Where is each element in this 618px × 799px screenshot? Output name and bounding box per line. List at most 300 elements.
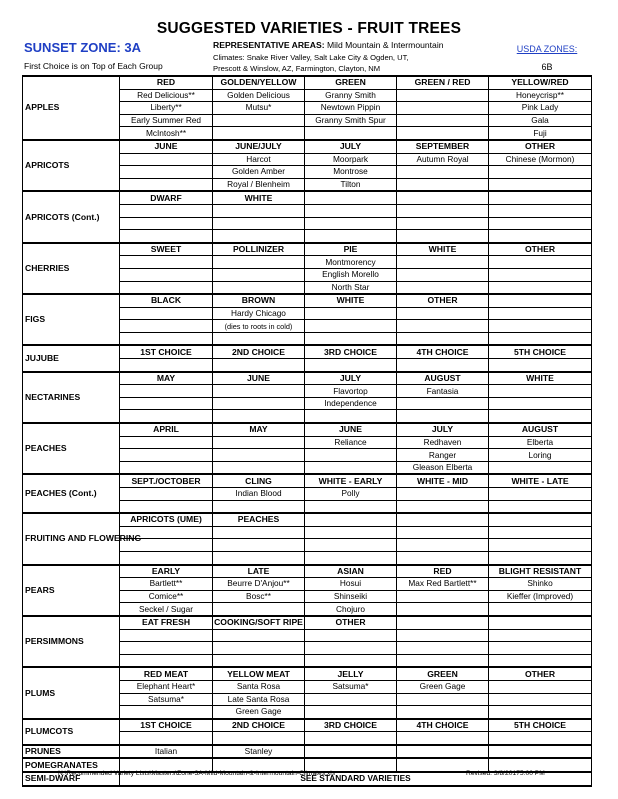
crop-name: PEACHES (Cont.) — [23, 474, 120, 513]
column-header: OTHER — [305, 616, 397, 629]
variety-cell: Redhaven — [397, 436, 489, 449]
variety-cell — [397, 732, 489, 745]
group-header-row — [23, 513, 592, 526]
column-header: PIE — [305, 243, 397, 256]
variety-cell: Shinko — [489, 578, 592, 591]
variety-cell — [120, 654, 213, 667]
variety-cell — [213, 654, 305, 667]
column-header: GREEN — [397, 667, 489, 680]
variety-cell — [305, 320, 397, 333]
variety-cell: Red Delicious** — [120, 89, 213, 102]
variety-cell: Fantasia — [397, 385, 489, 398]
variety-cell — [397, 693, 489, 706]
variety-cell: English Morello — [305, 268, 397, 281]
column-header: JULY — [305, 372, 397, 385]
column-header: 3RD CHOICE — [305, 345, 397, 358]
column-header: 2ND CHOICE — [213, 345, 305, 358]
variety-cell — [489, 204, 592, 217]
column-header: ASIAN — [305, 565, 397, 578]
variety-cell — [397, 539, 489, 552]
column-header: COOKING/SOFT RIPE — [214, 617, 303, 628]
first-choice-note: First Choice is on Top of Each Group — [24, 61, 163, 71]
variety-cell — [489, 693, 592, 706]
column-header: GREEN / RED — [397, 76, 489, 89]
variety-cell — [397, 127, 489, 140]
variety-cell: Kieffer (Improved) — [489, 590, 592, 603]
crop-name: FIGS — [23, 294, 120, 345]
variety-cell — [489, 654, 592, 667]
variety-cell: Pink Lady — [489, 102, 592, 115]
variety-cell: Moorpark — [305, 153, 397, 166]
group-header-row — [23, 191, 592, 204]
variety-cell — [305, 230, 397, 243]
column-header — [397, 513, 489, 526]
variety-cell — [213, 332, 305, 345]
rep-areas-label: REPRESENTATIVE AREAS: — [213, 40, 325, 50]
variety-cell — [213, 204, 305, 217]
column-header: GOLDEN/YELLOW — [213, 76, 305, 89]
variety-cell — [489, 256, 592, 269]
group-header-row — [23, 345, 592, 358]
crop-name: PERSIMMONS — [23, 616, 120, 667]
column-header: JELLY — [305, 667, 397, 680]
variety-cell — [489, 526, 592, 539]
variety-cell — [213, 551, 305, 564]
column-header: EAT FRESH — [120, 616, 213, 629]
variety-cell: Flavortop — [305, 385, 397, 398]
variety-cell — [305, 332, 397, 345]
variety-cell: Elephant Heart* — [120, 680, 213, 693]
variety-cell: Newtown Pippin — [305, 102, 397, 115]
column-header: JULY — [305, 140, 397, 153]
variety-cell — [213, 526, 305, 539]
varieties-table — [22, 75, 592, 787]
column-header — [305, 513, 397, 526]
variety-cell — [213, 410, 305, 423]
variety-cell: Hosui — [305, 578, 397, 591]
variety-cell: Italian — [120, 745, 213, 759]
table-row — [23, 745, 592, 759]
variety-cell — [305, 500, 397, 513]
variety-cell — [120, 436, 213, 449]
variety-cell: Royal / Blenheim — [213, 178, 305, 191]
variety-cell — [305, 642, 397, 655]
variety-cell — [397, 629, 489, 642]
variety-cell — [489, 539, 592, 552]
variety-cell — [397, 204, 489, 217]
column-header: YELLOW/RED — [489, 76, 592, 89]
usda-zone-value: 6B — [541, 62, 553, 72]
variety-cell: Ranger — [397, 449, 489, 462]
column-header: APRIL — [120, 423, 213, 436]
column-header: WHITE — [489, 372, 592, 385]
variety-cell — [213, 268, 305, 281]
column-header: JUNE/JULY — [213, 140, 305, 153]
variety-cell — [305, 204, 397, 217]
variety-cell — [120, 268, 213, 281]
variety-cell: Seckel / Sugar — [120, 603, 213, 616]
variety-cell — [397, 320, 489, 333]
variety-cell — [397, 551, 489, 564]
column-header: LATE — [213, 565, 305, 578]
variety-cell — [120, 256, 213, 269]
crop-name: PLUMS — [23, 667, 120, 718]
column-header: AUGUST — [489, 423, 592, 436]
crop-name: APRICOTS — [23, 140, 120, 191]
column-header: WHITE - MID — [397, 474, 489, 487]
variety-cell — [305, 217, 397, 230]
column-header: OTHER — [489, 667, 592, 680]
variety-cell — [120, 706, 213, 719]
crop-name: PLUMCOTS — [23, 719, 120, 745]
variety-cell: Santa Rosa — [213, 680, 305, 693]
column-header: SEPTEMBER — [397, 140, 489, 153]
column-header: YELLOW MEAT — [213, 667, 305, 680]
variety-cell: Loring — [489, 449, 592, 462]
variety-cell: Montmorency — [305, 256, 397, 269]
variety-cell: Shinseiki — [305, 590, 397, 603]
variety-cell — [489, 178, 592, 191]
column-header: SEPT./OCTOBER — [120, 474, 213, 487]
variety-cell — [305, 526, 397, 539]
group-header-row — [23, 140, 592, 153]
variety-cell — [489, 307, 592, 320]
column-header: AUGUST — [397, 372, 489, 385]
column-header: 1ST CHOICE — [120, 719, 213, 732]
variety-cell — [397, 166, 489, 179]
variety-cell — [489, 281, 592, 294]
column-header: SWEET — [120, 243, 213, 256]
variety-cell — [120, 320, 213, 333]
variety-cell: Autumn Royal — [397, 153, 489, 166]
variety-cell — [397, 114, 489, 127]
variety-cell — [489, 629, 592, 642]
crop-name: NECTARINES — [23, 372, 120, 423]
variety-cell — [120, 217, 213, 230]
column-header: 5TH CHOICE — [489, 345, 592, 358]
variety-cell: Satsuma* — [305, 680, 397, 693]
variety-cell: Chojuro — [305, 603, 397, 616]
variety-cell — [489, 461, 592, 474]
variety-cell — [120, 332, 213, 345]
variety-cell: (dies to roots in cold) — [213, 320, 305, 333]
variety-cell — [305, 410, 397, 423]
group-header-row — [23, 565, 592, 578]
variety-cell — [305, 654, 397, 667]
variety-cell — [489, 332, 592, 345]
variety-cell: Gleason Elberta — [397, 461, 489, 474]
column-header: 4TH CHOICE — [397, 719, 489, 732]
group-header-row — [23, 243, 592, 256]
variety-cell: Max Red Bartlett** — [397, 578, 489, 591]
variety-cell — [213, 281, 305, 294]
variety-cell — [489, 642, 592, 655]
variety-cell: Honeycrisp** — [489, 89, 592, 102]
column-header: JUNE — [305, 423, 397, 436]
variety-cell — [213, 127, 305, 140]
variety-cell — [120, 551, 213, 564]
variety-cell — [397, 89, 489, 102]
variety-cell: Harcot — [213, 153, 305, 166]
variety-cell — [305, 461, 397, 474]
column-header: CLING — [213, 474, 305, 487]
column-header: 5TH CHOICE — [489, 719, 592, 732]
variety-cell — [397, 654, 489, 667]
crop-name: PEARS — [23, 565, 120, 616]
column-header: 4TH CHOICE — [397, 345, 489, 358]
variety-cell — [120, 178, 213, 191]
column-header: 1ST CHOICE — [120, 345, 213, 358]
variety-cell — [397, 410, 489, 423]
variety-cell — [120, 281, 213, 294]
variety-cell: Independence — [305, 397, 397, 410]
column-header: MAY — [213, 423, 305, 436]
crop-name: SEMI-DWARF — [23, 772, 120, 786]
variety-cell — [120, 642, 213, 655]
variety-cell — [120, 410, 213, 423]
variety-cell — [120, 449, 213, 462]
variety-cell — [305, 449, 397, 462]
variety-cell — [305, 359, 397, 372]
variety-cell — [305, 127, 397, 140]
column-header: RED MEAT — [120, 667, 213, 680]
variety-cell — [397, 642, 489, 655]
variety-cell — [397, 281, 489, 294]
variety-cell — [213, 500, 305, 513]
variety-cell — [397, 603, 489, 616]
column-header: WHITE - LATE — [489, 474, 592, 487]
variety-cell — [489, 166, 592, 179]
crop-name: PRUNES — [23, 745, 120, 759]
climates-line-2: Prescott & Winslow, AZ, Farmington, Clayton, NM — [213, 64, 381, 73]
variety-cell — [120, 732, 213, 745]
column-header: WHITE — [397, 243, 489, 256]
variety-cell: Indian Blood — [213, 488, 305, 501]
variety-cell: Late Santa Rosa — [213, 693, 305, 706]
variety-cell: Bartlett** — [120, 578, 213, 591]
column-header: JUNE — [213, 372, 305, 385]
variety-cell — [213, 436, 305, 449]
group-header-row — [23, 76, 592, 89]
variety-cell: Green Gage — [397, 680, 489, 693]
variety-cell — [397, 488, 489, 501]
semi-dwarf-note: SEE STANDARD VARIETIES — [120, 772, 592, 786]
variety-cell — [120, 488, 213, 501]
variety-cell: Elberta — [489, 436, 592, 449]
column-header: PEACHES — [213, 513, 305, 526]
variety-cell — [120, 385, 213, 398]
variety-cell — [120, 307, 213, 320]
variety-cell: Reliance — [305, 436, 397, 449]
variety-cell: Stanley — [213, 745, 305, 759]
crop-name: JUJUBE — [23, 345, 120, 371]
column-header: RED — [397, 565, 489, 578]
column-header: OTHER — [489, 243, 592, 256]
variety-cell — [213, 397, 305, 410]
variety-cell — [489, 603, 592, 616]
variety-cell — [120, 230, 213, 243]
variety-cell: Beurre D'Anjou** — [213, 578, 305, 591]
variety-cell — [489, 732, 592, 745]
variety-cell — [397, 706, 489, 719]
variety-cell — [305, 732, 397, 745]
column-header: WHITE — [305, 294, 397, 307]
variety-cell — [397, 526, 489, 539]
crop-name: POMEGRANATES — [23, 758, 120, 772]
group-header-row — [23, 667, 592, 680]
column-header — [305, 191, 397, 204]
column-header: MAY — [120, 372, 213, 385]
variety-cell — [305, 693, 397, 706]
variety-cell: Gala — [489, 114, 592, 127]
variety-cell: Montrose — [305, 166, 397, 179]
variety-cell: Granny Smith Spur — [305, 114, 397, 127]
variety-cell: Bosc** — [213, 590, 305, 603]
column-header: DWARF — [120, 191, 213, 204]
variety-cell — [213, 385, 305, 398]
variety-cell — [397, 745, 489, 759]
crop-name: APPLES — [23, 76, 120, 140]
column-header — [397, 616, 489, 629]
variety-cell — [120, 166, 213, 179]
variety-cell — [489, 268, 592, 281]
variety-cell: Satsuma* — [120, 693, 213, 706]
variety-cell: McIntosh** — [120, 127, 213, 140]
variety-cell — [397, 230, 489, 243]
variety-cell — [213, 114, 305, 127]
group-header-row — [23, 372, 592, 385]
crop-name: CHERRIES — [23, 243, 120, 294]
crop-name: APRICOTS (Cont.) — [23, 191, 120, 242]
column-header: RED — [120, 76, 213, 89]
variety-cell: Mutsu* — [213, 102, 305, 115]
group-header-row — [23, 423, 592, 436]
variety-cell — [213, 539, 305, 552]
variety-cell — [213, 642, 305, 655]
column-header: 3RD CHOICE — [305, 719, 397, 732]
column-header — [397, 191, 489, 204]
variety-cell — [120, 397, 213, 410]
column-header — [489, 616, 592, 629]
variety-cell — [489, 488, 592, 501]
variety-cell — [213, 603, 305, 616]
sunset-zone-label: SUNSET ZONE: 3A — [24, 40, 142, 55]
variety-cell — [489, 385, 592, 398]
column-header: EARLY — [120, 565, 213, 578]
column-header — [489, 513, 592, 526]
variety-cell — [305, 539, 397, 552]
column-header: 2ND CHOICE — [213, 719, 305, 732]
representative-areas — [213, 40, 444, 50]
column-header — [489, 191, 592, 204]
group-header-row — [23, 474, 592, 487]
climates-line-1: Climates: Snake River Valley, Salt Lake City & Ogden, UT, — [213, 53, 409, 62]
variety-cell — [213, 449, 305, 462]
column-header: OTHER — [489, 140, 592, 153]
variety-cell — [213, 732, 305, 745]
variety-cell — [213, 217, 305, 230]
page-title: SUGGESTED VARIETIES - FRUIT TREES — [156, 20, 462, 37]
variety-cell — [489, 230, 592, 243]
column-header: GREEN — [305, 76, 397, 89]
footer-revised-date: Revised: 3/8/20175:00 PM — [466, 770, 545, 777]
variety-cell — [120, 153, 213, 166]
column-header: JULY — [397, 423, 489, 436]
variety-cell: Chinese (Mormon) — [489, 153, 592, 166]
variety-cell — [397, 500, 489, 513]
variety-cell — [489, 551, 592, 564]
rep-areas-value: Mild Mountain & Intermountain — [324, 40, 444, 50]
variety-cell — [489, 500, 592, 513]
variety-cell — [397, 178, 489, 191]
variety-cell — [213, 256, 305, 269]
variety-cell: Golden Amber — [213, 166, 305, 179]
variety-cell — [489, 217, 592, 230]
variety-cell: Hardy Chicago — [213, 307, 305, 320]
column-header — [489, 294, 592, 307]
variety-cell — [397, 359, 489, 372]
variety-cell: Tilton — [305, 178, 397, 191]
column-header: WHITE — [213, 191, 305, 204]
variety-cell — [305, 745, 397, 759]
variety-cell — [397, 590, 489, 603]
variety-cell: Green Gage — [213, 706, 305, 719]
footer-file-path: N:\Recommended Variety Lists\Masters\Zone-3A-Mild-Mountain-&-Intermountain-Climates.xls — [58, 770, 336, 777]
variety-cell — [120, 629, 213, 642]
variety-cell — [397, 217, 489, 230]
variety-cell: Liberty** — [120, 102, 213, 115]
column-header: BLIGHT RESISTANT — [489, 565, 592, 578]
column-header: JUNE — [120, 140, 213, 153]
column-header: BLACK — [120, 294, 213, 307]
variety-cell: Golden Delicious — [213, 89, 305, 102]
variety-cell — [397, 102, 489, 115]
variety-cell — [120, 500, 213, 513]
column-header: APRICOTS (UME) — [120, 513, 213, 526]
variety-cell — [489, 320, 592, 333]
variety-cell — [213, 629, 305, 642]
group-header-row — [23, 719, 592, 732]
variety-cell — [397, 256, 489, 269]
variety-cell — [213, 461, 305, 474]
usda-zones-link[interactable]: USDA ZONES: — [516, 44, 578, 54]
variety-cell — [305, 706, 397, 719]
variety-cell — [397, 332, 489, 345]
crop-name: FRUITING AND FLOWERING — [23, 513, 120, 564]
variety-cell — [213, 230, 305, 243]
variety-cell — [489, 745, 592, 759]
variety-cell: North Star — [305, 281, 397, 294]
variety-cell — [305, 551, 397, 564]
variety-cell — [489, 410, 592, 423]
column-header: POLLINIZER — [213, 243, 305, 256]
variety-cell — [489, 680, 592, 693]
column-header: OTHER — [397, 294, 489, 307]
variety-cell — [120, 461, 213, 474]
variety-cell: Early Summer Red — [120, 114, 213, 127]
variety-cell: Granny Smith — [305, 89, 397, 102]
group-header-row — [23, 616, 592, 629]
column-header: BROWN — [213, 294, 305, 307]
variety-cell — [397, 307, 489, 320]
variety-cell — [305, 307, 397, 320]
group-header-row — [23, 294, 592, 307]
variety-cell — [120, 204, 213, 217]
crop-name: PEACHES — [23, 423, 120, 474]
variety-cell: Polly — [305, 488, 397, 501]
variety-cell — [213, 359, 305, 372]
variety-cell — [489, 359, 592, 372]
